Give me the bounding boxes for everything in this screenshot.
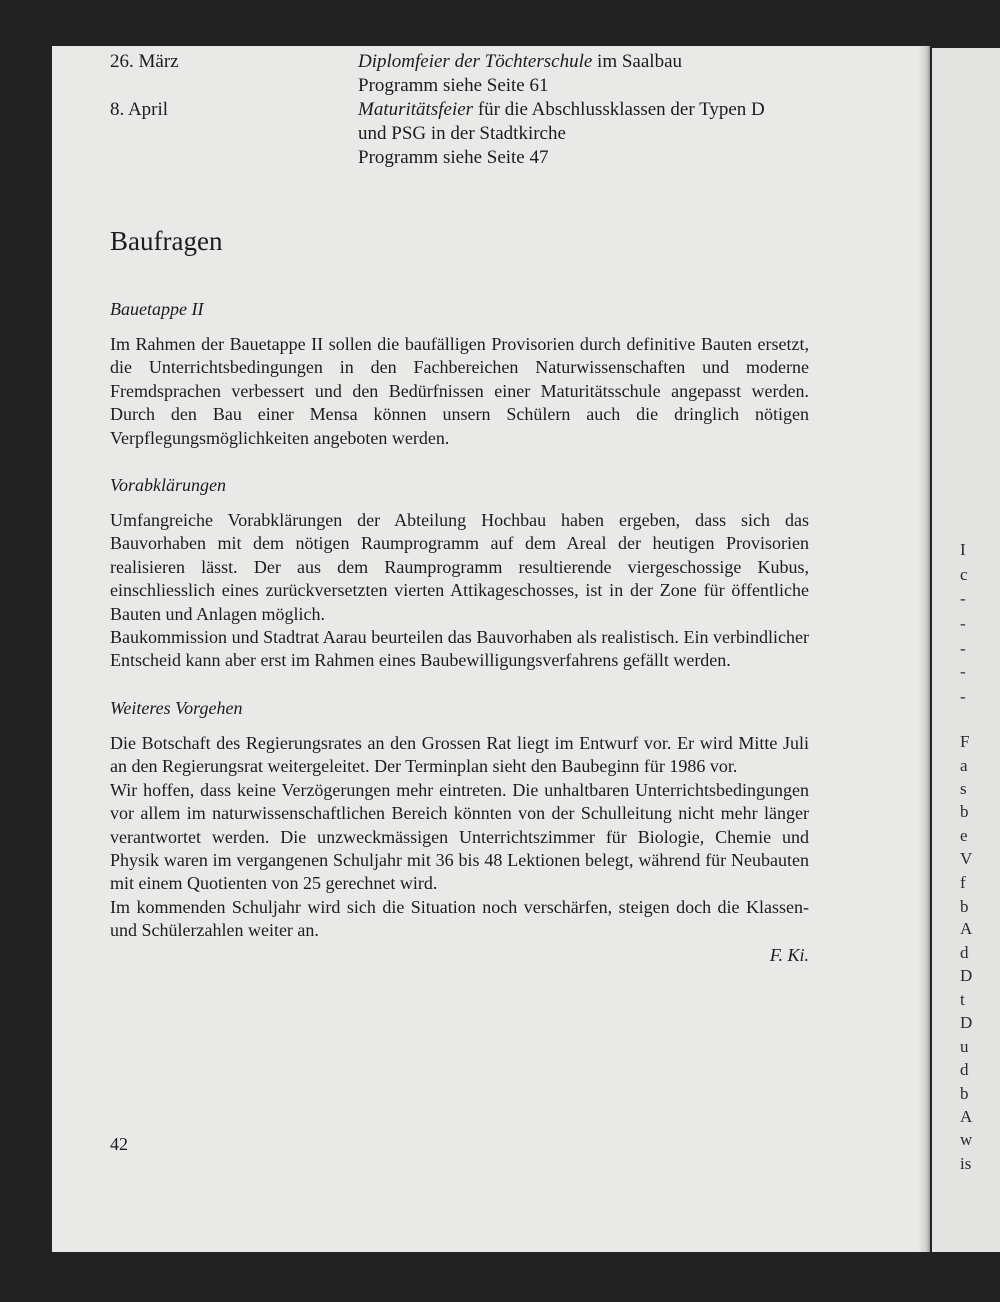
next-page-fragment: e xyxy=(960,826,968,845)
subsection-title: Vorabklärungen xyxy=(110,475,226,496)
event-name: Maturitätsfeier xyxy=(358,99,474,120)
next-page-fragment: - xyxy=(960,614,966,633)
section-heading: Baufragen xyxy=(110,226,223,256)
schedule-row xyxy=(110,98,870,170)
next-page-fragment: s xyxy=(960,779,967,798)
article-body xyxy=(110,297,809,990)
schedule-event-line xyxy=(358,98,870,122)
next-page-fragment: - xyxy=(960,687,966,706)
next-page-fragment: - xyxy=(960,639,966,658)
next-page-fragment: b xyxy=(960,897,969,916)
next-page-fragment: - xyxy=(960,589,966,608)
section-weiteres-vorgehen xyxy=(110,696,809,967)
author-signature: F. Ki. xyxy=(769,944,809,965)
event-detail: für die Abschlussklassen der Typen D xyxy=(473,99,765,120)
next-page-fragment: A xyxy=(960,1107,973,1126)
next-page-fragment: w xyxy=(960,1130,973,1149)
next-page-fragment: D xyxy=(960,966,973,985)
paragraph: Im Rahmen der Bauetappe II sollen die baufälligen Provisorien durch definitive Bauten ersetzt, die Unterrichtsbedingungen in den Fachbereichen Naturwissenschaften und moderne Fremdsprachen verbessert und den Bedürfnissen einer Maturitätsschule angepasst werden. Durch den Bau einer Mensa können unsern Schülern auch die dringlich nötigen Verpflegungsmöglichkeiten angeboten werden. xyxy=(110,334,809,448)
paragraph: Baukommission und Stadtrat Aarau beurteilen das Bauvorhaben als realistisch. Ein verbindlicher Entscheid kann aber erst im Rahmen eines Baubewilligungsverfahrens gefällt werden. xyxy=(110,627,809,671)
next-page-fragment: D xyxy=(960,1013,973,1032)
event-schedule xyxy=(110,50,870,170)
next-page-fragment: b xyxy=(960,1084,969,1103)
section-vorabklaerungen xyxy=(110,473,809,673)
schedule-date: 26. März xyxy=(110,51,179,72)
event-name: Diplomfeier der Töchterschule xyxy=(358,51,593,72)
next-page-fragment: - xyxy=(960,662,966,681)
next-page-fragment: u xyxy=(960,1037,969,1056)
schedule-description xyxy=(358,98,870,170)
subsection-title: Weiteres Vorgehen xyxy=(110,697,243,718)
next-page-fragment: f xyxy=(960,873,966,892)
next-page-fragment: t xyxy=(960,990,965,1009)
subsection-title: Bauetappe II xyxy=(110,299,204,319)
next-page-fragment: b xyxy=(960,802,969,821)
schedule-date: 8. April xyxy=(110,99,169,120)
schedule-row xyxy=(110,50,870,98)
schedule-description xyxy=(358,50,870,98)
paragraph: Im kommenden Schuljahr wird sich die Situation noch verschärfen, steigen doch die Klassen- und Schülerzahlen weiter an. xyxy=(110,896,809,941)
next-page-fragment: c xyxy=(960,565,968,584)
next-page-fragment: d xyxy=(960,1060,969,1079)
next-page-fragment: V xyxy=(960,849,973,868)
book-gutter xyxy=(918,46,930,1252)
schedule-line: Programm siehe Seite 47 xyxy=(358,147,549,168)
paragraph: Die Botschaft des Regierungsrates an den Grossen Rat liegt im Entwurf vor. Er wird Mitte Juli an den Regierungsrat weitergeleitet. Der Terminplan sieht den Baubeginn für 1986 vor. xyxy=(110,732,809,777)
next-page-fragment: I xyxy=(960,540,966,559)
next-page-fragment: a xyxy=(960,756,968,775)
schedule-line: und PSG in der Stadtkirche xyxy=(358,123,566,144)
schedule-line: Programm siehe Seite 61 xyxy=(358,75,549,96)
paragraph: Wir hoffen, dass keine Verzögerungen mehr eintreten. Die unhaltbaren Unterrichtsbedingungen vor allem im naturwissenschaftlichen Bereich könnten von der Schulleitung nicht mehr länger verantwortet werden. Die unzweckmässigen Unterrichtszimmer für Biologie, Chemie und Physik waren im vergangenen Schuljahr mit 36 bis 48 Lektionen belegt, während für Neubauten mit einem Quotienten von 25 gerechnet wird. xyxy=(110,779,809,894)
next-page-fragment: d xyxy=(960,943,969,962)
next-page-fragment: A xyxy=(960,919,973,938)
next-page-fragment: F xyxy=(960,732,970,751)
paragraph: Umfangreiche Vorabklärungen der Abteilung Hochbau haben ergeben, dass sich das Bauvorhaben mit dem nötigen Raumprogramm auf dem Areal der heutigen Provisorien realisieren lässt. Der aus dem Raumprogramm resultierende viergeschossige Kubus, einschliesslich eines zurückversetzten vierten Attikageschosses, ist in der Zone für öffentliche Bauten und Anlagen möglich. xyxy=(110,510,809,624)
schedule-event-line xyxy=(358,50,870,74)
section-bauetappe xyxy=(110,297,809,450)
next-page-fragment: is xyxy=(960,1154,972,1173)
page-number: 42 xyxy=(110,1134,128,1154)
event-detail: im Saalbau xyxy=(592,51,682,72)
